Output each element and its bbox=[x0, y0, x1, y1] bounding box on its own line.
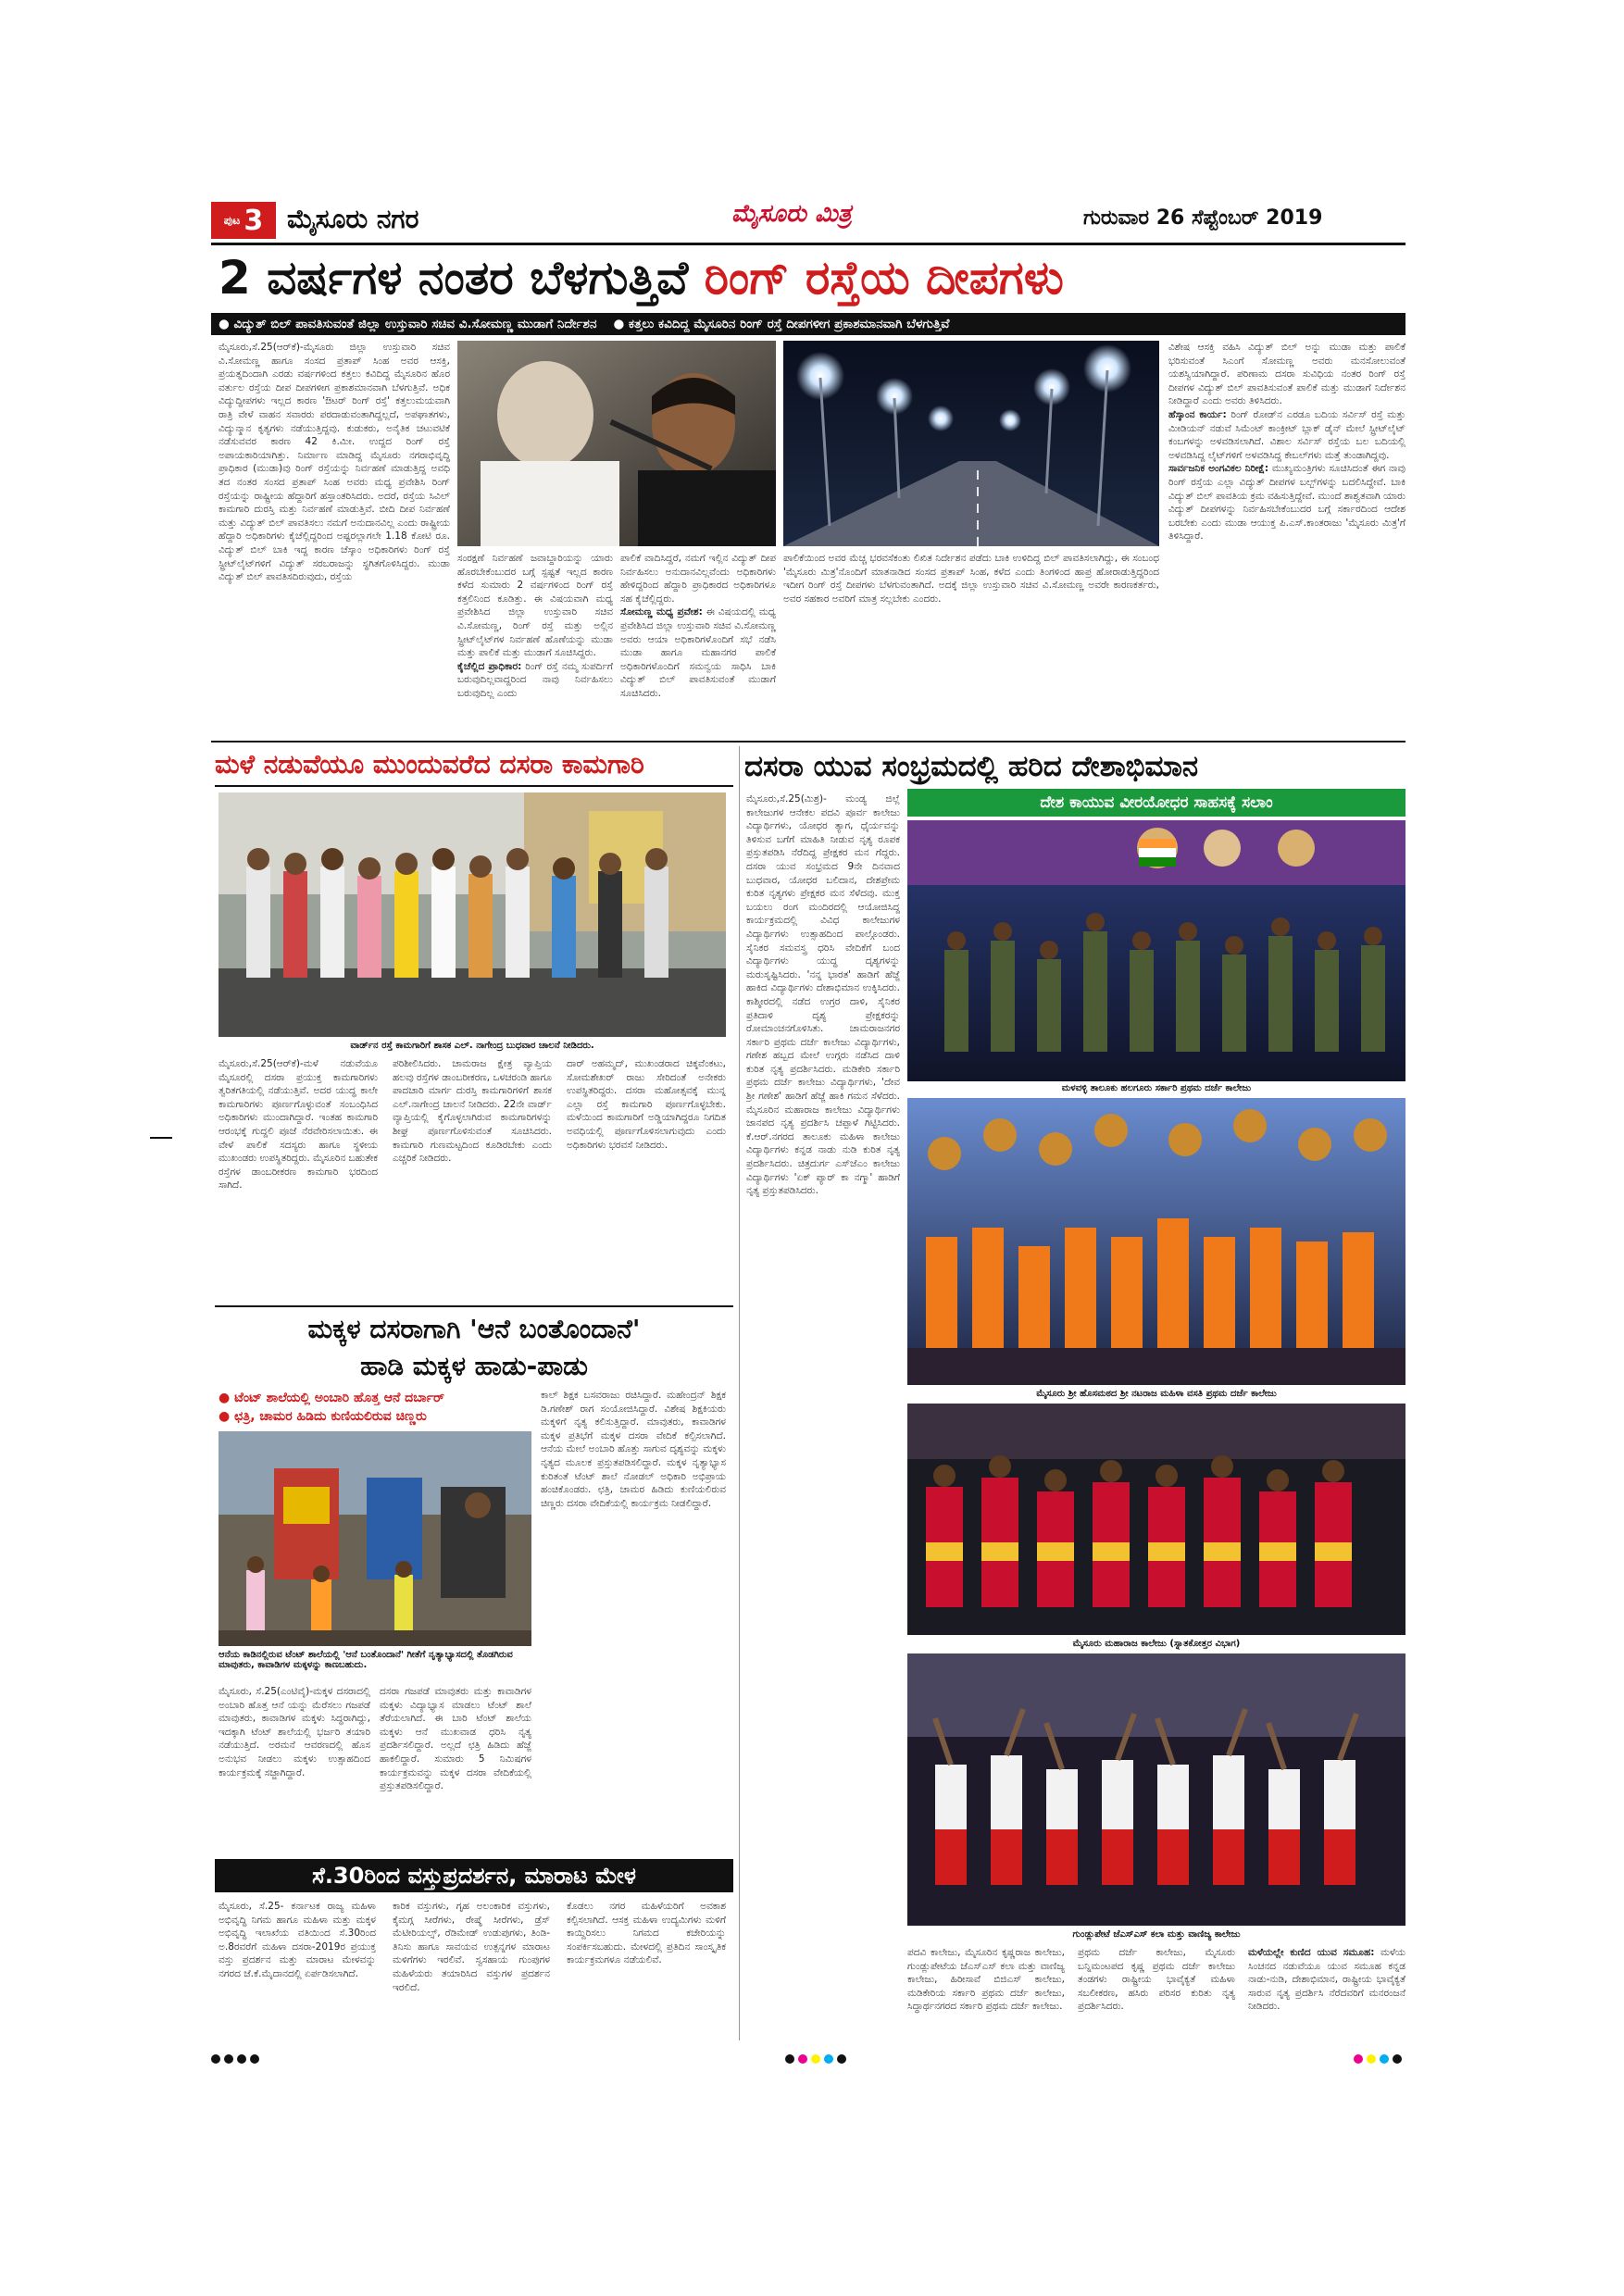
youth-bottom-column-3 bbox=[1248, 1946, 1405, 2039]
youth-caption-1: ಮಳವಳ್ಳಿ ತಾಲೂಕು ಹಲಗೂರು ಸರ್ಕಾರಿ ಪ್ರಥಮ ದರ್ಜೆ ಕಾಲೇಜು bbox=[1061, 1083, 1252, 1093]
masthead: ಮೈಸೂರು ಮಿತ್ರ bbox=[731, 200, 852, 228]
lead-body-5: ವಿಶೇಷ ಆಸಕ್ತಿ ವಹಿಸಿ ವಿದ್ಯುತ್ ಬಿಲ್ ಅನ್ನು ಮುಡಾ ಮತ್ತು ಪಾಲಿಕೆ ಭರಿಸುವಂತೆ ಸಿಎಂಗೆ ಸೋಮಣ್ಣ ಅವರು ಮನಸೋಲುವಂತೆ ಯಶಸ್ವಿಯಾಗಿದ್ದಾರೆ. ಪರಿಣಾಮ ದಸರಾ ಸುವಿಧಿಯ ನಂತರ ರಿಂಗ್ ರಸ್ತೆ ದೀಪಗಳ ವಿದ್ಯುತ್ ಬಿಲ್ ಪಾವತಿಸುವಂತೆ ಪಾಲಿಕೆ ಮತ್ತು ಮುಡಾಗೆ ನಿರ್ದೇಶನ ನೀಡಿದ್ದಾರೆ ಎಂದು ಅವರು ತಿಳಿಸಿದರು. bbox=[1168, 342, 1405, 407]
lead-photo-ring-road-image bbox=[783, 341, 1159, 546]
lead-subhead-1: ● ವಿದ್ಯುತ್ ಬಿಲ್ ಪಾವತಿಸುವಂತೆ ಜಿಲ್ಲಾ ಉಸ್ತುವಾರಿ ಸಚಿವ ವಿ.ಸೋಮಣ್ಣ ಮುಡಾಗೆ ನಿರ್ದೇಶನ bbox=[219, 317, 597, 331]
lead-headline bbox=[219, 246, 1413, 309]
reg-dot-yellow bbox=[811, 2054, 820, 2064]
reg-dot-black bbox=[837, 2054, 846, 2064]
rain-column-3 bbox=[567, 1057, 726, 1298]
rain-headline-rule bbox=[215, 785, 733, 787]
youth-caption-2: ಮೈಸೂರು ಶ್ರೀ ಹೊಸಮಠದ ಶ್ರೀ ನಟರಾಜ ಮಹಿಳಾ ವಸತಿ ಪ್ರಥಮ ದರ್ಜೆ ಕಾಲೇಜು bbox=[1036, 1389, 1277, 1399]
rain-body-2: ಪರಿಶೀಲಿಸಿದರು. ಚಾಮರಾಜ ಕ್ಷೇತ್ರ ವ್ಯಾಪ್ತಿಯ ಹಲವು ರಸ್ತೆಗಳ ಡಾಂಬರೀಕರಣ, ಒಳಚರಂಡಿ ಹಾಗೂ ಪಾದಚಾರಿ ಮಾರ್ಗ ದುರಸ್ತಿ ಕಾಮಗಾರಿಗಳಿಗೆ ಶಾಸಕ ಎಲ್.ನಾಗೇಂದ್ರ ಚಾಲನೆ ನೀಡಿದರು. 22ನೇ ವಾರ್ಡ್ ವ್ಯಾಪ್ತಿಯಲ್ಲಿ ಕೈಗೊಳ್ಳಲಾಗಿರುವ ಕಾಮಗಾರಿಗಳನ್ನು ಶೀಘ್ರ ಪೂರ್ಣಗೊಳಿಸುವಂತೆ ಸೂಚಿಸಿದರು. ಕಾಮಗಾರಿ ಗುಣಮಟ್ಟದಿಂದ ಕೂಡಿರಬೇಕು ಎಂದು ಎಚ್ಚರಿಕೆ ನೀಡಿದರು. bbox=[393, 1058, 552, 1165]
youth-headline: ದಸರಾ ಯುವ ಸಂಭ್ರಮದಲ್ಲಿ ಹರಿದ ದೇಶಾಭಿಮಾನ bbox=[744, 750, 1199, 783]
margin-mark bbox=[150, 1137, 172, 1139]
rain-column-1 bbox=[219, 1057, 378, 1298]
lead-photo-ministers-image bbox=[457, 341, 776, 546]
expo-column-1 bbox=[219, 1900, 376, 2029]
section-name: ಮೈಸೂರು ನಗರ bbox=[287, 204, 419, 234]
expo-column-2 bbox=[393, 1900, 550, 2029]
expo-headline: ಸೆ.30ರಿಂದ ವಸ್ತುಪ್ರದರ್ಶನ, ಮಾರಾಟ ಮೇಳ bbox=[215, 1859, 733, 1892]
children-bullet-2: ● ಛತ್ರಿ, ಚಾಮರ ಹಿಡಿದು ಕುಣಿಯಲಿರುವ ಚಿಣ್ಣರು bbox=[219, 1409, 427, 1424]
children-photo-caption: ಆನೆಯ ಕಾಡಿನಲ್ಲಿರುವ ಟೆಂಟ್ ಶಾಲೆಯಲ್ಲಿ 'ಆನೆ ಬಂತೊಂದಾನೆ' ಗೀತೆಗೆ ನೃತ್ಯಾಭ್ಯಾಸದಲ್ಲಿ ತೊಡಗಿರುವ ಮಾವುತರು, ಕಾವಾಡಿಗಳ ಮಕ್ಕಳನ್ನು ಕಾಣಬಹುದು. bbox=[219, 1650, 513, 1670]
children-side-column bbox=[541, 1389, 726, 1722]
lead-subheads bbox=[211, 313, 1405, 335]
lead-headline-black: 2 ವರ್ಷಗಳ ನಂತರ ಬೆಳಗುತ್ತಿವೆ bbox=[219, 251, 689, 305]
rain-photo bbox=[219, 792, 726, 1037]
registration-marks-left bbox=[211, 2050, 263, 2067]
children-bullets bbox=[219, 1389, 533, 1426]
youth-column bbox=[746, 792, 900, 1940]
reg-dot-cyan bbox=[1380, 2054, 1389, 2064]
reg-dot-black bbox=[237, 2054, 246, 2064]
reg-dot-black bbox=[224, 2054, 233, 2064]
children-bullet-1: ● ಟೆಂಟ್ ಶಾಲೆಯಲ್ಲಿ ಅಂಬಾರಿ ಹೊತ್ತ ಆನೆ ದರ್ಬಾರ್ bbox=[219, 1391, 444, 1405]
youth-photo-dancers-white-image bbox=[907, 1653, 1405, 1926]
youth-caption-4: ಗುಂಡ್ಲುಪೇಟೆ ಜೆಎಸ್‌ಎಸ್ ಕಲಾ ಮತ್ತು ವಾಣಿಜ್ಯ ಕಾಲೇಜು bbox=[1072, 1929, 1241, 1940]
youth-subhead: ದೇಶ ಕಾಯುವ ವೀರಯೋಧರ ಸಾಹಸಕ್ಕೆ ಸಲಾಂ bbox=[907, 789, 1405, 817]
lead-photo-ministers bbox=[457, 341, 776, 546]
rain-body-1: ಮೈಸೂರು,ಸೆ.25(ಆರ್‌ಕೆ)-ಮಳೆ ನಡುವೆಯೂ ಮೈಸೂರಲ್ಲಿ ದಸರಾ ಪ್ರಯುಕ್ತ ಕಾಮಗಾರಿಗಳು ತ್ವರಿತಗತಿಯಲ್ಲಿ ನಡೆಯುತ್ತಿವೆ. ಅದರ ಯುದ್ಧ ಕಾಲೇ ಕಾಮಗಾರಿಗಳು ಪೂರ್ಣಗೊಳ್ಳುವಂತೆ ಸಂಬಂಧಿಸಿದ ಅಧಿಕಾರಿಗಳು ಮುಂದಾಗಿದ್ದಾರೆ. ಇಂತಹ ಕಾಮಗಾರಿ ಆರಂಭಕ್ಕೆ ಗುದ್ದಲಿ ಪೂಜೆ ನೆರವೇರಿಸಲಾಯಿತು. ಈ ವೇಳೆ ಪಾಲಿಕೆ ಸದಸ್ಯರು ಹಾಗೂ ಸ್ಥಳೀಯ ಮುಖಂಡರು ಉಪಸ್ಥಿತರಿದ್ದರು. ಮೈಸೂರಿನ ಬಹುತೇಕ ರಸ್ತೆಗಳ ಡಾಂಬರೀಕರಣ ಕಾಮಗಾರಿ ಭರದಿಂದ ಸಾಗಿದೆ. bbox=[219, 1058, 378, 1192]
rain-bottom-rule bbox=[215, 1305, 733, 1307]
page-label: ಪುಟ bbox=[223, 213, 241, 227]
registration-marks-right bbox=[1354, 2050, 1405, 2067]
lead-body-1: ಮೈಸೂರು,ಸೆ.25(ಆರ್‌ಕೆ)-ಮೈಸೂರು ಜಿಲ್ಲಾ ಉಸ್ತುವಾರಿ ಸಚಿವ ವಿ.ಸೋಮಣ್ಣ ಹಾಗೂ ಸಂಸದ ಪ್ರತಾಪ್ ಸಿಂಹ ಅವರ ಆಸಕ್ತಿ, ಪ್ರಯತ್ನದಿಂದಾಗಿ ಎರಡು ವರ್ಷಗಳಿಂದ ಕತ್ತಲು ಕವಿದಿದ್ದ ಮೈಸೂರಿನ ಹೊರ ವರ್ತುಲ ರಸ್ತೆಯ ದೀಪ ದೀಪಗಳೀಗ ಪ್ರಕಾಶಮಾನವಾಗಿ ಬೆಳಗುತ್ತಿವೆ. ಅಧಿಕ ವಿದ್ಯುದ್ದೀಪಗಳು ಇಲ್ಲದ ಕಾರಣ 'ಔಟರ್ ರಿಂಗ್ ರಸ್ತೆ' ಕತ್ತಲುಮಯವಾಗಿ ರಾತ್ರಿ ವೇಳೆ ವಾಹನ ಸವಾರರು ಪರದಾಡುವಂತಾಗಿದ್ದಲ್ಲದೆ, ಅಪಘಾತಗಳು, ವಿದ್ಯುನ್ಮಾನ ಕೃತ್ಯಗಳು ನಡೆಯುತ್ತಿದ್ದವು. ಕುಡುಕರು, ಅನೈತಿಕ ಚಟುವಟಿಕೆ ನಡೆಸುವವರ ಕಾರಣ 42 ಕಿ.ಮೀ. ಉದ್ದದ ರಿಂಗ್ ರಸ್ತೆ ಅಪಾಯಕಾರಿಯಾಗಿತ್ತು. ನಿರ್ಮಾಣ ಮಾಡಿದ್ದ ಮೈಸೂರು ನಗರಾಭಿವೃದ್ಧಿ ಪ್ರಾಧಿಕಾರ (ಮುಡಾ)ವು ರಿಂಗ್ ರಸ್ತೆಯನ್ನು ನಿರ್ವಹಣೆ ಮಾಡುತ್ತಿದ್ದ ಅವಧಿ ತದ ನಂತರ ಸಂಸದ ಪ್ರತಾಪ್ ಸಿಂಹ ಅವರು ಮಧ್ಯ ಪ್ರವೇಶಿಸಿ ರಿಂಗ್ ರಸ್ತೆಯನ್ನು ರಾಷ್ಟ್ರೀಯ ಹೆದ್ದಾರಿಗೆ ಹಸ್ತಾಂತರಿಸಿದರು. ಅದರೆ, ರಸ್ತೆಯ ಸಿವಿಲ್ ಕಾಮಗಾರಿ ದುರಸ್ತಿ ಮತ್ತು ನಿರ್ವಹಣೆ ಮಾಡುತ್ತಿವೆ. ಬೀದಿ ದೀಪ ನಿರ್ವಹಣೆ ಮತ್ತು ವಿದ್ಯುತ್ ಬಿಲ್ ಪಾವತಿಸಲು ನಮಗೆ ಅನುದಾನವಿಲ್ಲ ಎಂದು ರಾಷ್ಟ್ರೀಯ ಹೆದ್ದಾರಿ ಅಧಿಕಾರಿಗಳು ಕೈಚೆಲ್ಲಿದ್ದರಿಂದ ಅಷ್ಟರಲ್ಲಾಗಲೇ 1.18 ಕೋಟಿ ರೂ. ವಿದ್ಯುತ್ ಬಿಲ್ ಬಾಕಿ ಇದ್ದ ಕಾರಣ ಚೆಸ್ಕಾಂ ಅಧಿಕಾರಿಗಳು ರಿಂಗ್ ರಸ್ತೆ ಸ್ಟ್ರೀಟ್‌ಲೈಟ್‌ಗಳಿಗೆ ವಿದ್ಯುತ್ ಸರಬರಾಜನ್ನು ಸ್ಥಗಿತಗೊಳಿಸಿದ್ದರು. ಮುಡಾ ವಿದ್ಯುತ್ ಬಿಲ್ ಪಾವತಿಸದಿರುವುದು, ರಸ್ತೆಯ bbox=[219, 342, 450, 583]
reg-dot-cyan bbox=[824, 2054, 833, 2064]
children-side-body: ಕಾಲ್ ಶಿಕ್ಷಕ ಬಸವರಾಜು ರಚಿಸಿದ್ದಾರೆ. ಮಹೇಂದ್ರನ್ ಶಿಕ್ಷಕ ಡಿ.ಗಣೇಶ್ ರಾಗ ಸಂಯೋಜಿಸಿದ್ದಾರೆ. ವಿಶೇಷ ಶಿಕ್ಷಕಿಯರು ಮಕ್ಕಳಿಗೆ ನೃತ್ಯ ಕಲಿಸುತ್ತಿದ್ದಾರೆ. ಮಾವುತರು, ಕಾವಾಡಿಗಳ ಮಕ್ಕಳ ಪ್ರತಿಭೆಗೆ ಮಕ್ಕಳ ದಸರಾ ವೇದಿಕೆ ಕಲ್ಪಿಸಲಾಗಿದೆ. ಆನೆಯ ಮೇಲೆ ಅಂಬಾರಿ ಹೊತ್ತು ಸಾಗುವ ದೃಶ್ಯವನ್ನು ಮಕ್ಕಳು ನೃತ್ಯದ ಮೂಲಕ ಪ್ರಸ್ತುತಪಡಿಸಲಿದ್ದಾರೆ. ಮಕ್ಕಳ ನೃತ್ಯಾಭ್ಯಾಸ ಕುರಿತಂತೆ ಟೆಂಟ್ ಶಾಲೆ ನೋಡಲ್ ಅಧಿಕಾರಿ ಅಭಿಪ್ರಾಯ ಹಂಚಿಕೊಂಡರು. ಛತ್ರಿ, ಚಾಮರ ಹಿಡಿದು ಕುಣಿಯಲಿರುವ ಚಿಣ್ಣರು ದಸರಾ ವೇದಿಕೆಯಲ್ಲಿ ಕಾರ್ಯಕ್ರಮ ನೀಡಲಿದ್ದಾರೆ. bbox=[541, 1390, 726, 1509]
youth-bottom-column-1 bbox=[907, 1946, 1065, 2039]
youth-caption-3: ಮೈಸೂರು ಮಹಾರಾಜ ಕಾಲೇಜು (ಸ್ನಾತಕೋತ್ತರ ವಿಭಾಗ) bbox=[1072, 1639, 1241, 1649]
lead-body-4: ಪಾಲಿಕೆಯಿಂದ ಅವರ ಮೆಚ್ಚ ಭರವಸೆಕಂತು ಲಿಖಿತ ನಿರ್ದೇಶನ ಪಡೆದು ಬಾಕಿ ಉಳಿದಿದ್ದ ಬಿಲ್ ಪಾವತಿಸಲಾಗಿದ್ದು, ಈ ಸಂಬಂಧ 'ಮೈಸೂರು ಮಿತ್ರ'ನೊಂದಿಗೆ ಮಾತನಾಡಿದ ಸಂಸದ ಪ್ರತಾಪ್ ಸಿಂಹ, ಕಳೆದ ಎಂದು ತಿಂಗಳಿಂದ ಹಾಪ್ರ ಹೋರಾಡುತ್ತಿದ್ದರಿಂದ ಇದೀಗ ರಿಂಗ್ ರಸ್ತೆ ದೀಪಗಳು ಬೆಳಗುವಂತಾಗಿದೆ. ಅದಕ್ಕೆ ಜಿಲ್ಲಾ ಉಸ್ತುವಾರಿ ಸಚಿವ ವಿ.ಸೋಮಣ್ಣ ಅವರೇ ಕಾರಣಕರ್ತರು, ಅವರ ಸಹಕಾರ ಅವರಿಗೆ ಮಾತ್ರ ಸಲ್ಲಬೇಕು ಎಂದರು. bbox=[783, 553, 1159, 605]
youth-bottom-body-2: ಪ್ರಥಮ ದರ್ಜೆ ಕಾಲೇಜು, ಮೈಸೂರು ಬನ್ನಿಮಂಟಪದ ಕೃಷ್ಣ ಪ್ರಥಮ ದರ್ಜೆ ಕಾಲೇಜು ತಂಡಗಳು ರಾಷ್ಟ್ರೀಯ ಭಾವೈಕ್ಯತೆ ಮಹಿಳಾ ಸಬಲೀಕರಣ, ಹಸಿರು ಪರಿಸರ ಕುರಿತು ನೃತ್ಯ ಪ್ರದರ್ಶಿಸಿದರು. bbox=[1078, 1947, 1235, 2013]
reg-dot-black bbox=[1393, 2054, 1402, 2064]
page-number-badge bbox=[211, 202, 276, 239]
lead-subhead-2: ● ಕತ್ತಲು ಕವಿದಿದ್ದ ಮೈಸೂರಿನ ರಿಂಗ್ ರಸ್ತೆ ದೀಪಗಳೀಗ ಪ್ರಕಾಶಮಾನವಾಗಿ ಬೆಳಗುತ್ತಿವೆ bbox=[613, 317, 950, 331]
lead-photo-ring-road bbox=[783, 341, 1159, 546]
rain-photo-caption: ವಾರ್ಡ್‌ನ ರಸ್ತೆ ಕಾಮಗಾರಿಗೆ ಶಾಸಕ ಎಲ್. ನಾಗೇಂದ್ರ ಬುಧವಾರ ಚಾಲನೆ ನೀಡಿದರು. bbox=[350, 1041, 594, 1051]
lead-body-2b: ರಿಂಗ್ ರಸ್ತೆ ನಮ್ಮ ಸುಪರ್ದಿಗೆ ಬರುವುದಿಲ್ಲವಾದ್ದರಿಂದ ನಾವು ನಿರ್ವಹಿಸಲು ಬರುವುದಿಲ್ಲ ಎಂದು bbox=[457, 660, 613, 699]
youth-photo-dancers-red bbox=[907, 1404, 1405, 1635]
page-number: 3 bbox=[244, 204, 264, 237]
rain-column-2 bbox=[393, 1057, 552, 1298]
children-column-2 bbox=[380, 1685, 531, 1852]
lead-body-2: ಸಂರಕ್ಷಣೆ ನಿರ್ವಹಣೆ ಜವಾಬ್ದಾರಿಯನ್ನು ಯಾರು ಹೊರಬೇಕೆಂಬುದರ ಬಗ್ಗೆ ಸ್ಪಷ್ಟತೆ ಇಲ್ಲದ ಕಾರಣ ಕಳೆದ ಸುಮಾರು 2 ವರ್ಷಗಳಿಂದ ರಿಂಗ್ ರಸ್ತೆ ಕತ್ತಲಿನಿಂದ ಕೂಡಿತ್ತು. ಈ ವಿಷಯವಾಗಿ ಮಧ್ಯ ಪ್ರವೇಶಿಸಿದ ಜಿಲ್ಲಾ ಉಸ್ತುವಾರಿ ಸಚಿವ ವಿ.ಸೋಮಣ್ಣ, ರಿಂಗ್ ರಸ್ತೆ ಮತ್ತು ಅಲ್ಲಿನ ಸ್ಟ್ರೀಟ್‌ಲೈಟ್‌ಗಳ ನಿರ್ವಹಣೆ ಹೊಣೆಯನ್ನು ಮುಡಾ ಮತ್ತು ಪಾಲಿಕೆ ಮತ್ತು ಮುಡಾಗೆ ಸೂಚಿಸಿದ್ದರು. bbox=[457, 553, 613, 659]
reg-dot-magenta bbox=[798, 2054, 807, 2064]
youth-photo-dancers-red-image bbox=[907, 1404, 1405, 1635]
children-headline-2: ಹಾಡಿ ಮಕ್ಕಳ ಹಾಡು-ಪಾಡು bbox=[360, 1351, 588, 1381]
reg-dot-black bbox=[211, 2054, 220, 2064]
lead-cover bbox=[211, 742, 1405, 744]
expo-body-3: ಕೊಡಲು ನಗರ ಮಹಿಳೆಯರಿಗೆ ಅವಕಾಶ ಕಲ್ಪಿಸಲಾಗಿದೆ. ಆಸಕ್ತ ಮಹಿಳಾ ಉದ್ಯಮಿಗಳು ಮಳಿಗೆ ಕಾಯ್ದಿರಿಸಲು ನಿಗಮದ ಕಚೇರಿಯನ್ನು ಸಂಪರ್ಕಿಸಬಹುದು. ಮೇಳದಲ್ಲಿ ಪ್ರತಿದಿನ ಸಾಂಸ್ಕೃತಿಕ ಕಾರ್ಯಕ್ರಮಗಳೂ ನಡೆಯಲಿವೆ. bbox=[567, 1901, 726, 1966]
lead-body-3b-lead: ಸೋಮಣ್ಣ ಮಧ್ಯ ಪ್ರವೇಶ: bbox=[620, 606, 703, 618]
lead-body-5c-lead: ಸಾರ್ವಜನಿಕ ಅಂಗವಿಕಲ ನಿರೀಕ್ಷೆ: bbox=[1168, 463, 1269, 475]
children-body-1: ಮೈಸೂರು, ಸೆ.25(ಎಂಟಿವೈ)-ಮಕ್ಕಳ ದಸರಾದಲ್ಲಿ ಅಂಬಾರಿ ಹೊತ್ತ ಆನೆ ಯನ್ನು ಮೆರೆಸಲು ಗಜಪಡೆ ಮಾವುತರು, ಕಾವಾಡಿಗಳ ಮಕ್ಕಳು ಸಿದ್ಧರಾಗಿದ್ದು, ಇದಕ್ಕಾಗಿ ಟೆಂಟ್ ಶಾಲೆಯಲ್ಲಿ ಭರ್ಜರಿ ತಯಾರಿ ನಡೆಯುತ್ತಿದೆ. ಅರಮನೆ ಆವರಣದಲ್ಲಿ ಹೊಸ ಅನುಭವ ನೀಡಲು ಮಕ್ಕಳು ಉತ್ಸಾಹದಿಂದ ಕಾರ್ಯಕ್ರಮಕ್ಕೆ ಸಜ್ಜಾಗಿದ್ದಾರೆ. bbox=[219, 1686, 370, 1778]
registration-marks-center bbox=[785, 2050, 850, 2067]
header-rule bbox=[211, 243, 1405, 245]
column-separator bbox=[739, 746, 740, 2040]
expo-column-3 bbox=[567, 1900, 726, 2029]
children-headline-1: ಮಕ್ಕಳ ದಸರಾಗಾಗಿ 'ಆನೆ ಬಂತೊಂದಾನೆ' bbox=[307, 1314, 641, 1344]
children-photo bbox=[219, 1431, 531, 1646]
youth-photo-soldiers bbox=[907, 820, 1405, 1081]
youth-photo-dancers-orange bbox=[907, 1098, 1405, 1385]
lead-body-3: ಪಾಲಿಕೆ ವಾದಿಸಿದ್ದರೆ, ನಮಗೆ ಇಲ್ಲಿನ ವಿದ್ಯುತ್ ದೀಪ ನಿರ್ವಹಿಸಲು ಅನುದಾನವಿಲ್ಲವೆಂದು ಅಧಿಕಾರಿಗಳು ಹೇಳಿದ್ದರಿಂದ ಹೆದ್ದಾರಿ ಪ್ರಾಧಿಕಾರದ ಅಧಿಕಾರಿಗಳೂ ಸಹ ಕೈಚೆಲ್ಲಿದ್ದರು. bbox=[620, 553, 776, 605]
youth-bottom-body-3-lead: ಮಳೆಯಲ್ಲೇ ಕುಣಿದ ಯುವ ಸಮೂಹ: bbox=[1248, 1947, 1375, 1958]
rain-headline: ಮಳೆ ನಡುವೆಯೂ ಮುಂದುವರೆದ ದಸರಾ ಕಾಮಗಾರಿ bbox=[215, 749, 644, 780]
reg-dot-black bbox=[785, 2054, 794, 2064]
expo-body-2: ಕಾರಿಕ ವಸ್ತುಗಳು, ಗೃಹ ಅಲಂಕಾರಿಕ ವಸ್ತುಗಳು, ಕೈಮಗ್ಗ ಸೀರೆಗಳು, ರೇಷ್ಮೆ ಸೀರೆಗಳು, ಡ್ರೆಸ್ ಮೆಟೀರಿಯಲ್ಸ್, ರೆಡಿಮೇಡ್ ಉಡುಪುಗಳು, ತಿಂಡಿ-ತಿನಿಸು ಹಾಗೂ ಸಾವಯವ ಉತ್ಪನ್ನಗಳ ಮಾರಾಟ ಮಳಿಗೆಗಳು ಇರಲಿವೆ. ಸ್ವಸಹಾಯ ಗುಂಪುಗಳ ಮಹಿಳೆಯರು ತಯಾರಿಸಿದ ವಸ್ತುಗಳ ಪ್ರದರ್ಶನ ಇರಲಿದೆ. bbox=[393, 1901, 550, 1993]
youth-body: ಮೈಸೂರು,ಸೆ.25(ಮಿಶ್ರ)- ಮಂಡ್ಯ ಜಿಲ್ಲೆ ಕಾಲೇಜುಗಳ ಆನೇಕಲ ಪದವಿ ಪೂರ್ವ ಕಾಲೇಜು ವಿದ್ಯಾರ್ಥಿಗಳು, ಯೋಧರ ತ್ಯಾಗ, ಧೈರ್ಯವನ್ನು ತಿಳಿಸುವ ಬಗೆಗೆ ಮಾಹಿತಿ ನೀಡುವ ನೃತ್ಯ ರೂಪಕ ಪ್ರಸ್ತುತಪಡಿಸಿ ನೆರೆದಿದ್ದ ಪ್ರೇಕ್ಷಕರ ಮನ ಗೆದ್ದರು. ದಸರಾ ಯುವ ಸಂಭ್ರಮದ 9ನೇ ದಿನವಾದ ಬುಧವಾರ, ಯೋಧರ ಬಲಿದಾನ, ದೇಶಪ್ರೇಮ ಕುರಿತ ನೃತ್ಯಗಳು ಪ್ರೇಕ್ಷಕರ ಮನ ಸೆಳೆದವು. ಮುಕ್ತ ಬಯಲು ರಂಗ ಮಂದಿರದಲ್ಲಿ ಆಯೋಜಿಸಿದ್ದ ಕಾರ್ಯಕ್ರಮದಲ್ಲಿ ವಿವಿಧ ಕಾಲೇಜುಗಳ ವಿದ್ಯಾರ್ಥಿಗಳು ಉತ್ಸಾಹದಿಂದ ಪಾಲ್ಗೊಂಡರು. ಸೈನಿಕರ ಸಮವಸ್ತ್ರ ಧರಿಸಿ ವೇದಿಕೆಗೆ ಬಂದ ವಿದ್ಯಾರ್ಥಿಗಳು ಯುದ್ಧ ದೃಶ್ಯಗಳನ್ನು ಮರುಸೃಷ್ಟಿಸಿದರು. 'ನನ್ನ ಭಾರತ' ಹಾಡಿಗೆ ಹೆಜ್ಜೆ ಹಾಕಿದ ವಿದ್ಯಾರ್ಥಿಗಳು ದೇಶಾಭಿಮಾನ ಉಕ್ಕಿಸಿದರು. ಕಾಶ್ಮೀರದಲ್ಲಿ ನಡೆದ ಉಗ್ರರ ದಾಳಿ, ಸೈನಿಕರ ಪ್ರತಿದಾಳಿ ದೃಶ್ಯ ಪ್ರೇಕ್ಷಕರನ್ನು ರೋಮಾಂಚನಗೊಳಿಸಿತು. ಚಾಮರಾಜನಗರ ಸರ್ಕಾರಿ ಪ್ರಥಮ ದರ್ಜೆ ಕಾಲೇಜು ವಿದ್ಯಾರ್ಥಿಗಳು, ಗಣೇಶ ಹಬ್ಬದ ಮೇಲೆ ಉಗ್ಗರು ನಡೆಸಿದ ದಾಳಿ ಕುರಿತ ನೃತ್ಯ ಪ್ರದರ್ಶಿಸಿದರು. ಮಡಿಕೇರಿ ಸರ್ಕಾರಿ ಪ್ರಥಮ ದರ್ಜೆ ಕಾಲೇಜು ವಿದ್ಯಾರ್ಥಿಗಳು, 'ದೇವ ಶ್ರೀ ಗಣೇಶ' ಹಾಡಿಗೆ ಹೆಜ್ಜೆ ಹಾಕಿ ಗಮನ ಸೆಳೆದರು. ಮೈಸೂರಿನ ಮಹಾರಾಜ ಕಾಲೇಜು ವಿದ್ಯಾರ್ಥಿಗಳು ಜಾನಪದ ನೃತ್ಯ ಪ್ರದರ್ಶಿಸಿ ಚಪ್ಪಾಳೆ ಗಿಟ್ಟಿಸಿದರು. ಕೆ.ಆರ್.ನಗರದ ತಾಲೂಕು ಮಹಿಳಾ ಕಾಲೇಜು ವಿದ್ಯಾರ್ಥಿಗಳು ಕನ್ನಡ ನಾಡು ನುಡಿ ಕುರಿತ ನೃತ್ಯ ಪ್ರದರ್ಶಿಸಿದರು. ಚಿತ್ರದುರ್ಗ ಎಸ್‌ಜೆಎಂ ಕಾಲೇಜು ವಿದ್ಯಾರ್ಥಿಗಳು 'ಏಕ್ ಪ್ಯಾರ್ ಕಾ ನಗ್ಮಾ' ಹಾಡಿಗೆ ನೃತ್ಯ ಪ್ರಸ್ತುತಪಡಿಸಿದರು. bbox=[746, 793, 900, 1197]
youth-bottom-body-3: ಮಳೆಯ ಸಿಂಚನದ ನಡುವೆಯೂ ಯುವ ಸಮೂಹ ಕನ್ನಡ ನಾಡು-ನುಡಿ, ದೇಶಾಭಿಮಾನ, ರಾಷ್ಟ್ರೀಯ ಭಾವೈಕ್ಯತೆ ಸಾರುವ ನೃತ್ಯ ಪ್ರದರ್ಶಿಸಿ ನೆರೆದವರಿಗೆ ಮನರಂಜನೆ ನೀಡಿದರು. bbox=[1248, 1947, 1405, 2013]
youth-photo-dancers-white bbox=[907, 1653, 1405, 1926]
reg-dot-black bbox=[250, 2054, 259, 2064]
youth-bottom-body-1: ಪದವಿ ಕಾಲೇಜು, ಮೈಸೂರಿನ ಕೃಷ್ಣರಾಜ ಕಾಲೇಜು, ಗುಂಡ್ಲುಪೇಟೆಯ ಜೆಎಸ್‌ಎಸ್ ಕಲಾ ಮತ್ತು ವಾಣಿಜ್ಯ ಕಾಲೇಜು, ಹಿರೀಸಾವೆ ಬಿಜಿಎಸ್ ಕಾಲೇಜು, ಮಡಿಕೇರಿಯ ಸರ್ಕಾರಿ ಪ್ರಥಮ ದರ್ಜೆ ಕಾಲೇಜು, ಸಿದ್ಧಾರ್ಥನಗರದ ಸರ್ಕಾರಿ ಪ್ರಥಮ ದರ್ಜೆ ಕಾಲೇಜು. bbox=[907, 1947, 1065, 2013]
reg-dot-magenta bbox=[1354, 2054, 1363, 2064]
youth-bottom-column-2 bbox=[1078, 1946, 1235, 2039]
children-photo-image bbox=[219, 1431, 531, 1646]
rain-body-3: ದಾರ್ ಅಹಮ್ಮದ್, ಮುಖಂಡರಾದ ಚಿಕ್ಕವೆಂಕಟು, ಸೋಮಶೇಖರ್ ರಾಜು ಸೇರಿದಂತೆ ಅನೇಕರು ಉಪಸ್ಥಿತರಿದ್ದರು. ದಸರಾ ಮಹೋತ್ಸವಕ್ಕೆ ಮುನ್ನ ಎಲ್ಲಾ ರಸ್ತೆ ಕಾಮಗಾರಿ ಪೂರ್ಣಗೊಳ್ಳಬೇಕು. ಮಳೆಯಿಂದ ಕಾಮಗಾರಿಗೆ ಅಡ್ಡಿಯಾಗಿದ್ದರೂ ನಿಗದಿತ ಅವಧಿಯಲ್ಲಿ ಪೂರ್ಣಗೊಳಿಸಲಾಗುವುದು ಎಂದು ಅಧಿಕಾರಿಗಳು ಭರವಸೆ ನೀಡಿದರು. bbox=[567, 1058, 726, 1151]
youth-photo-soldiers-image bbox=[907, 820, 1405, 1081]
page-date: ಗುರುವಾರ 26 ಸೆಪ್ಟೆಂಬರ್ 2019 bbox=[1083, 206, 1323, 230]
children-body-2: ದಸರಾ ಗಜಪಡೆ ಮಾವುತರು ಮತ್ತು ಕಾವಾಡಿಗಳ ಮಕ್ಕಳು ವಿದ್ಯಾಭ್ಯಾಸ ಮಾಡಲು ಟೆಂಟ್ ಶಾಲೆ ತೆರೆಯಲಾಗಿದೆ. ಈ ಬಾರಿ ಟೆಂಟ್ ಶಾಲೆಯ ಮಕ್ಕಳು ಆನೆ ಮುಖವಾಡ ಧರಿಸಿ ನೃತ್ಯ ಪ್ರದರ್ಶಿಸಲಿದ್ದಾರೆ. ಅಲ್ಲದೆ ಛತ್ರಿ ಹಿಡಿದು ಹೆಜ್ಜೆ ಹಾಕಲಿದ್ದಾರೆ. ಸುಮಾರು 5 ನಿಮಿಷಗಳ ಕಾರ್ಯಕ್ರಮವನ್ನು ಮಕ್ಕಳ ದಸರಾ ವೇದಿಕೆಯಲ್ಲಿ ಪ್ರಸ್ತುತಪಡಿಸಲಿದ್ದಾರೆ. bbox=[380, 1686, 531, 1792]
lead-body-2b-lead: ಕೈಚೆಲ್ಲಿದ ಪ್ರಾಧಿಕಾರ: bbox=[457, 660, 522, 672]
lead-body-5c: ಮುಖ್ಯಮಂತ್ರಿಗಳು ಸೂಚಿಸಿದಂತೆ ಈಗ ನಾವು ರಿಂಗ್ ರಸ್ತೆಯ ಎಲ್ಲಾ ವಿದ್ಯುತ್ ದೀಪಗಳ ಬಲ್ಬ್‌ಗಳನ್ನು ಬದಲಿಸಿದ್ದೇವೆ. ಬಾಕಿ ವಿದ್ಯುತ್ ಬಿಲ್ ಪಾವತಿಯ ಕ್ರಮ ವಹಿಸುತ್ತಿದ್ದೇವೆ. ಮುಂದೆ ಶಾಶ್ವತವಾಗಿ ಯಾರು ವಿದ್ಯುತ್ ದೀಪಗಳನ್ನು ನಿರ್ವಹಿಸಬೇಕೆಂಬುದರ ಬಗ್ಗೆ ಸರ್ಕಾರದಿಂದ ಆದೇಶ ಬರಬೇಕು ಎಂದು ಮುಡಾ ಆಯುಕ್ತ ಪಿ.ಎಸ್.ಕಾಂತರಾಜು 'ಮೈಸೂರು ಮಿತ್ರ'ಗೆ ತಿಳಿಸಿದ್ದಾರೆ. bbox=[1168, 463, 1405, 543]
children-column-1 bbox=[219, 1685, 370, 1852]
expo-body-1: ಮೈಸೂರು, ಸೆ.25- ಕರ್ನಾಟಕ ರಾಜ್ಯ ಮಹಿಳಾ ಅಭಿವೃದ್ಧಿ ನಿಗಮ ಹಾಗೂ ಮಹಿಳಾ ಮತ್ತು ಮಕ್ಕಳ ಅಭಿವೃದ್ಧಿ ಇಲಾಖೆಯ ವತಿಯಿಂದ ಸೆ.30ರಿಂದ ಅ.8ರವರೆಗೆ ಮಹಿಳಾ ದಸರಾ-2019ರ ಪ್ರಯುಕ್ತ ವಸ್ತು ಪ್ರದರ್ಶನ ಮತ್ತು ಮಾರಾಟ ಮೇಳವನ್ನು ನಗರದ ಜೆ.ಕೆ.ಮೈದಾನದಲ್ಲಿ ಏರ್ಪಡಿಸಲಾಗಿದೆ. bbox=[219, 1901, 376, 1979]
youth-photo-dancers-orange-image bbox=[907, 1098, 1405, 1385]
lead-headline-red: ರಿಂಗ್ ರಸ್ತೆಯ ದೀಪಗಳು bbox=[704, 251, 1064, 305]
lead-body-5b: ರಿಂಗ್ ರೋಡ್‌ನ ಎರಡೂ ಬದಿಯ ಸರ್ವಿಸ್ ರಸ್ತೆ ಮತ್ತು ಮೀಡಿಯನ್ ನಡುವೆ ಸಿಮೆಂಟ್ ಕಾಂಕ್ರೀಟ್ ಬ್ಲಾಕ್ ಡೈನ್ ಮೇಲೆ ಸ್ಟ್ರೀಟ್‌ಲೈಟ್ ಕಂಬಗಳನ್ನು ಅಳವಡಿಸಲಾಗಿದೆ. ವಿಶಾಲ ಸರ್ವಿಸ್ ರಸ್ತೆಯ ಬಲ ಬದಿಯಲ್ಲಿ ಅಳವಡಿಸಿದ್ದ ಲೈಟ್‌ಗಳಿಗೆ ಅಳವಡಿಸಿದ್ದ ಕೇಬಲ್‌ಗಳು ಮತ್ತೆ ತುಂಡಾಗಿದ್ದವು. bbox=[1168, 408, 1405, 461]
lead-body-5b-lead: ಹೆಸ್ಕಾಂನ ಕಾರ್ಯ: bbox=[1168, 408, 1227, 420]
lead-body-3b: ಈ ವಿಷಯದಲ್ಲಿ ಮಧ್ಯ ಪ್ರವೇಶಿಸಿದ ಜಿಲ್ಲಾ ಉಸ್ತುವಾರಿ ಸಚಿವ ವಿ.ಸೋಮಣ್ಣ ಅವರು ಆಯಾ ಅಧಿಕಾರಿಗಳೊಂದಿಗೆ ಸಭೆ ನಡೆಸಿ ಮುಡಾ ಹಾಗೂ ಮಹಾನಗರ ಪಾಲಿಕೆ ಅಧಿಕಾರಿಗಳೊಂದಿಗೆ ಸಮನ್ವಯ ಸಾಧಿಸಿ ಬಾಕಿ ವಿದ್ಯುತ್ ಬಿಲ್ ಪಾವತಿಸುವಂತೆ ಮುಡಾಗೆ ಸೂಚಿಸಿದರು. bbox=[620, 606, 776, 699]
rain-photo-image bbox=[219, 792, 726, 1037]
reg-dot-yellow bbox=[1367, 2054, 1376, 2064]
